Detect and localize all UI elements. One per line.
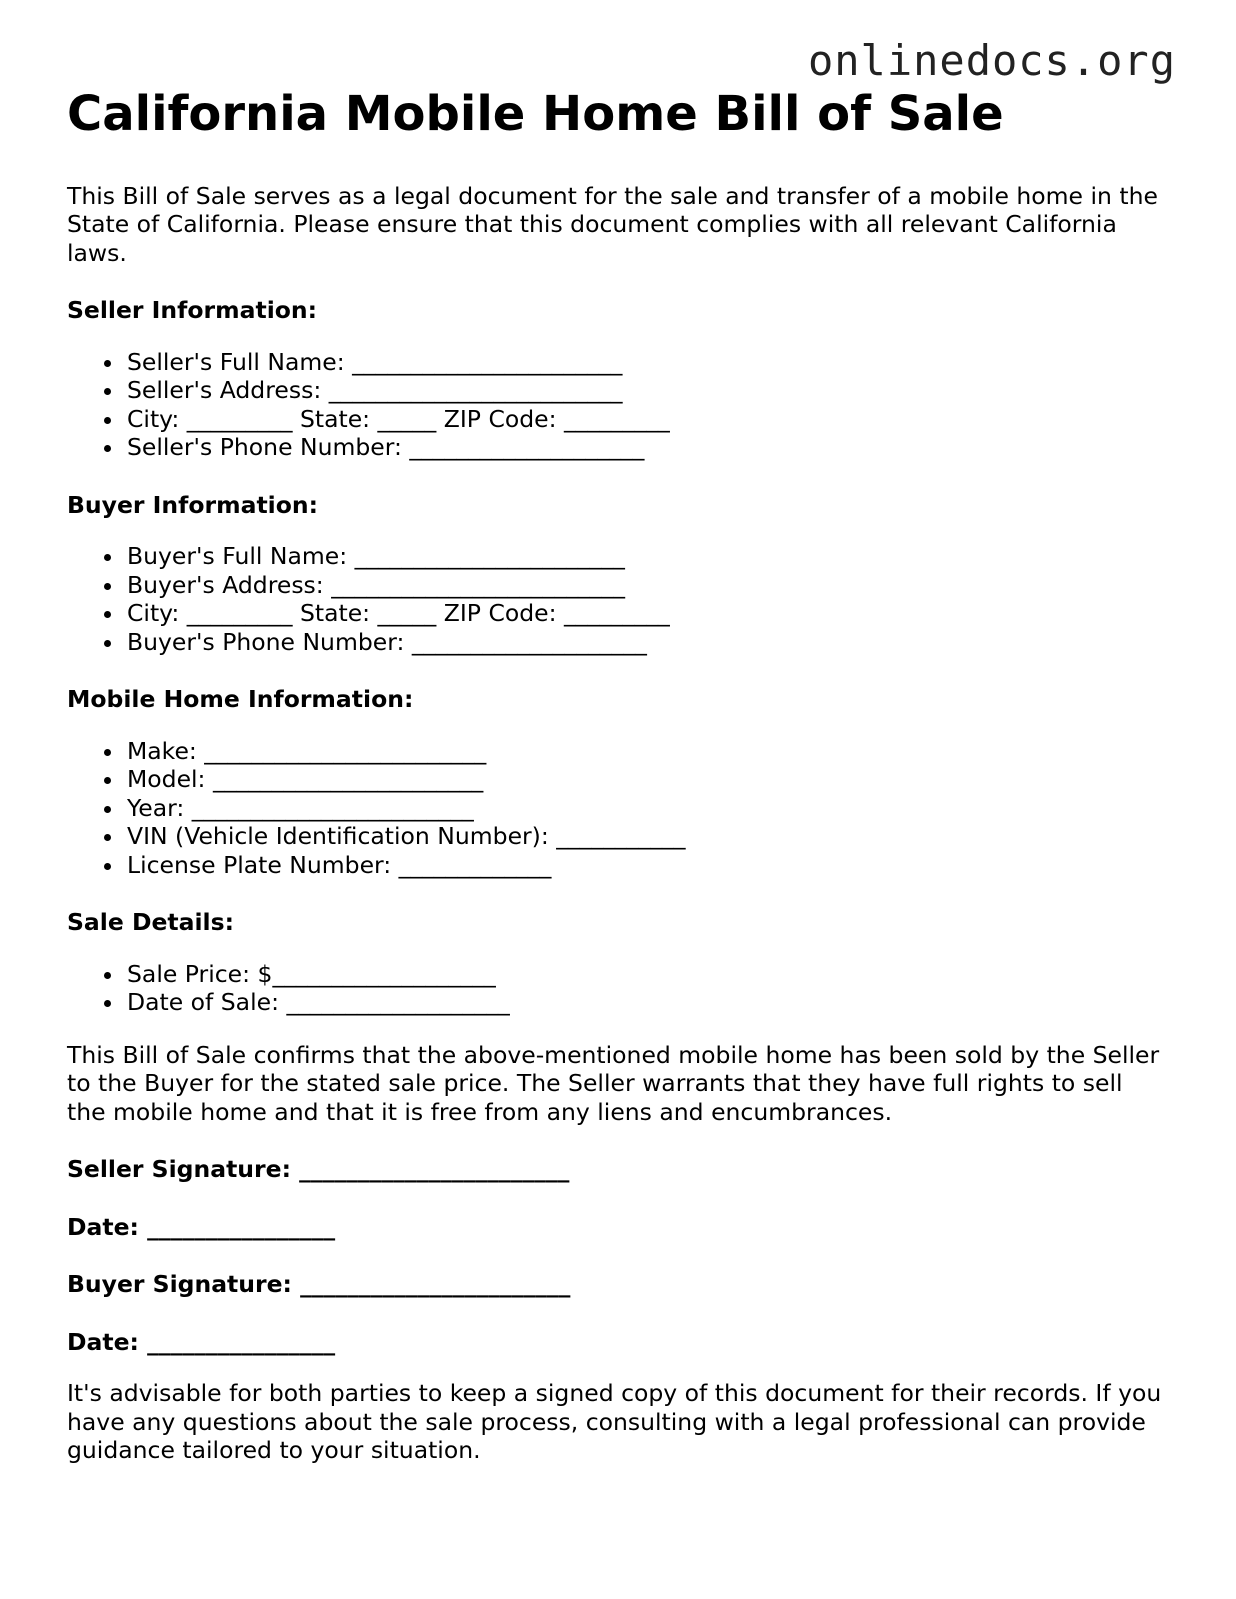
closing-paragraph: It's advisable for both parties to keep a signed copy of this document for their records. If you have any questions about the sale process, consulting with a legal professional can provide guidance tailored to your situation.: [67, 1379, 1162, 1465]
confirmation-paragraph: This Bill of Sale confirms that the above-mentioned mobile home has been sold by the Seller to the Buyer for the stated sale price. The Seller warrants that they have full rights to sell the mobile home and that it is free from any liens and encumbrances.: [67, 1040, 1160, 1126]
seller-address-field[interactable]: Seller's Address: _________________________: [127, 376, 1167, 405]
buyer-address-field[interactable]: Buyer's Address: _________________________: [127, 571, 1167, 600]
watermark: onlinedocs.org: [807, 36, 1176, 85]
model-field[interactable]: Model: _______________________: [127, 765, 1167, 794]
buyer-signature-field[interactable]: Buyer Signature: _______________________: [67, 1270, 571, 1299]
seller-city-state-zip-field[interactable]: City: _________ State: _____ ZIP Code: _________: [127, 405, 1167, 434]
seller-full-name-field[interactable]: Seller's Full Name: _______________________: [127, 348, 1167, 377]
seller-phone-field[interactable]: Seller's Phone Number: ____________________: [127, 433, 1167, 462]
sale-details-list: [67, 960, 1167, 1017]
sale-price-field[interactable]: Sale Price: $___________________: [127, 960, 1167, 989]
mobile-home-info-heading: Mobile Home Information:: [67, 685, 414, 714]
license-plate-field[interactable]: License Plate Number: _____________: [127, 851, 1167, 880]
buyer-city-state-zip-field[interactable]: City: _________ State: _____ ZIP Code: _________: [127, 599, 1167, 628]
document-page: [67, 86, 1167, 1465]
buyer-full-name-field[interactable]: Buyer's Full Name: _______________________: [127, 542, 1167, 571]
sale-details-heading: Sale Details:: [67, 908, 234, 937]
intro-paragraph: This Bill of Sale serves as a legal document for the sale and transfer of a mobile home in the State of California. Please ensure that this document complies with all relevant California laws.: [67, 181, 1158, 267]
make-field[interactable]: Make: ________________________: [127, 737, 1167, 766]
vin-field[interactable]: VIN (Vehicle Identification Number): ___________: [127, 822, 1167, 851]
seller-date-field[interactable]: Date: ________________: [67, 1212, 336, 1241]
buyer-phone-field[interactable]: Buyer's Phone Number: ____________________: [127, 628, 1167, 657]
year-field[interactable]: Year: ________________________: [127, 794, 1167, 823]
buyer-date-field[interactable]: Date: ________________: [67, 1327, 336, 1356]
buyer-info-heading: Buyer Information:: [67, 490, 319, 519]
seller-info-heading: Seller Information:: [67, 296, 318, 325]
mobile-home-info-list: [67, 737, 1167, 880]
seller-signature-field[interactable]: Seller Signature: _______________________: [67, 1155, 570, 1184]
buyer-info-list: [67, 542, 1167, 656]
seller-info-list: [67, 348, 1167, 462]
date-of-sale-field[interactable]: Date of Sale: ___________________: [127, 988, 1167, 1017]
document-title: California Mobile Home Bill of Sale: [67, 86, 1004, 142]
